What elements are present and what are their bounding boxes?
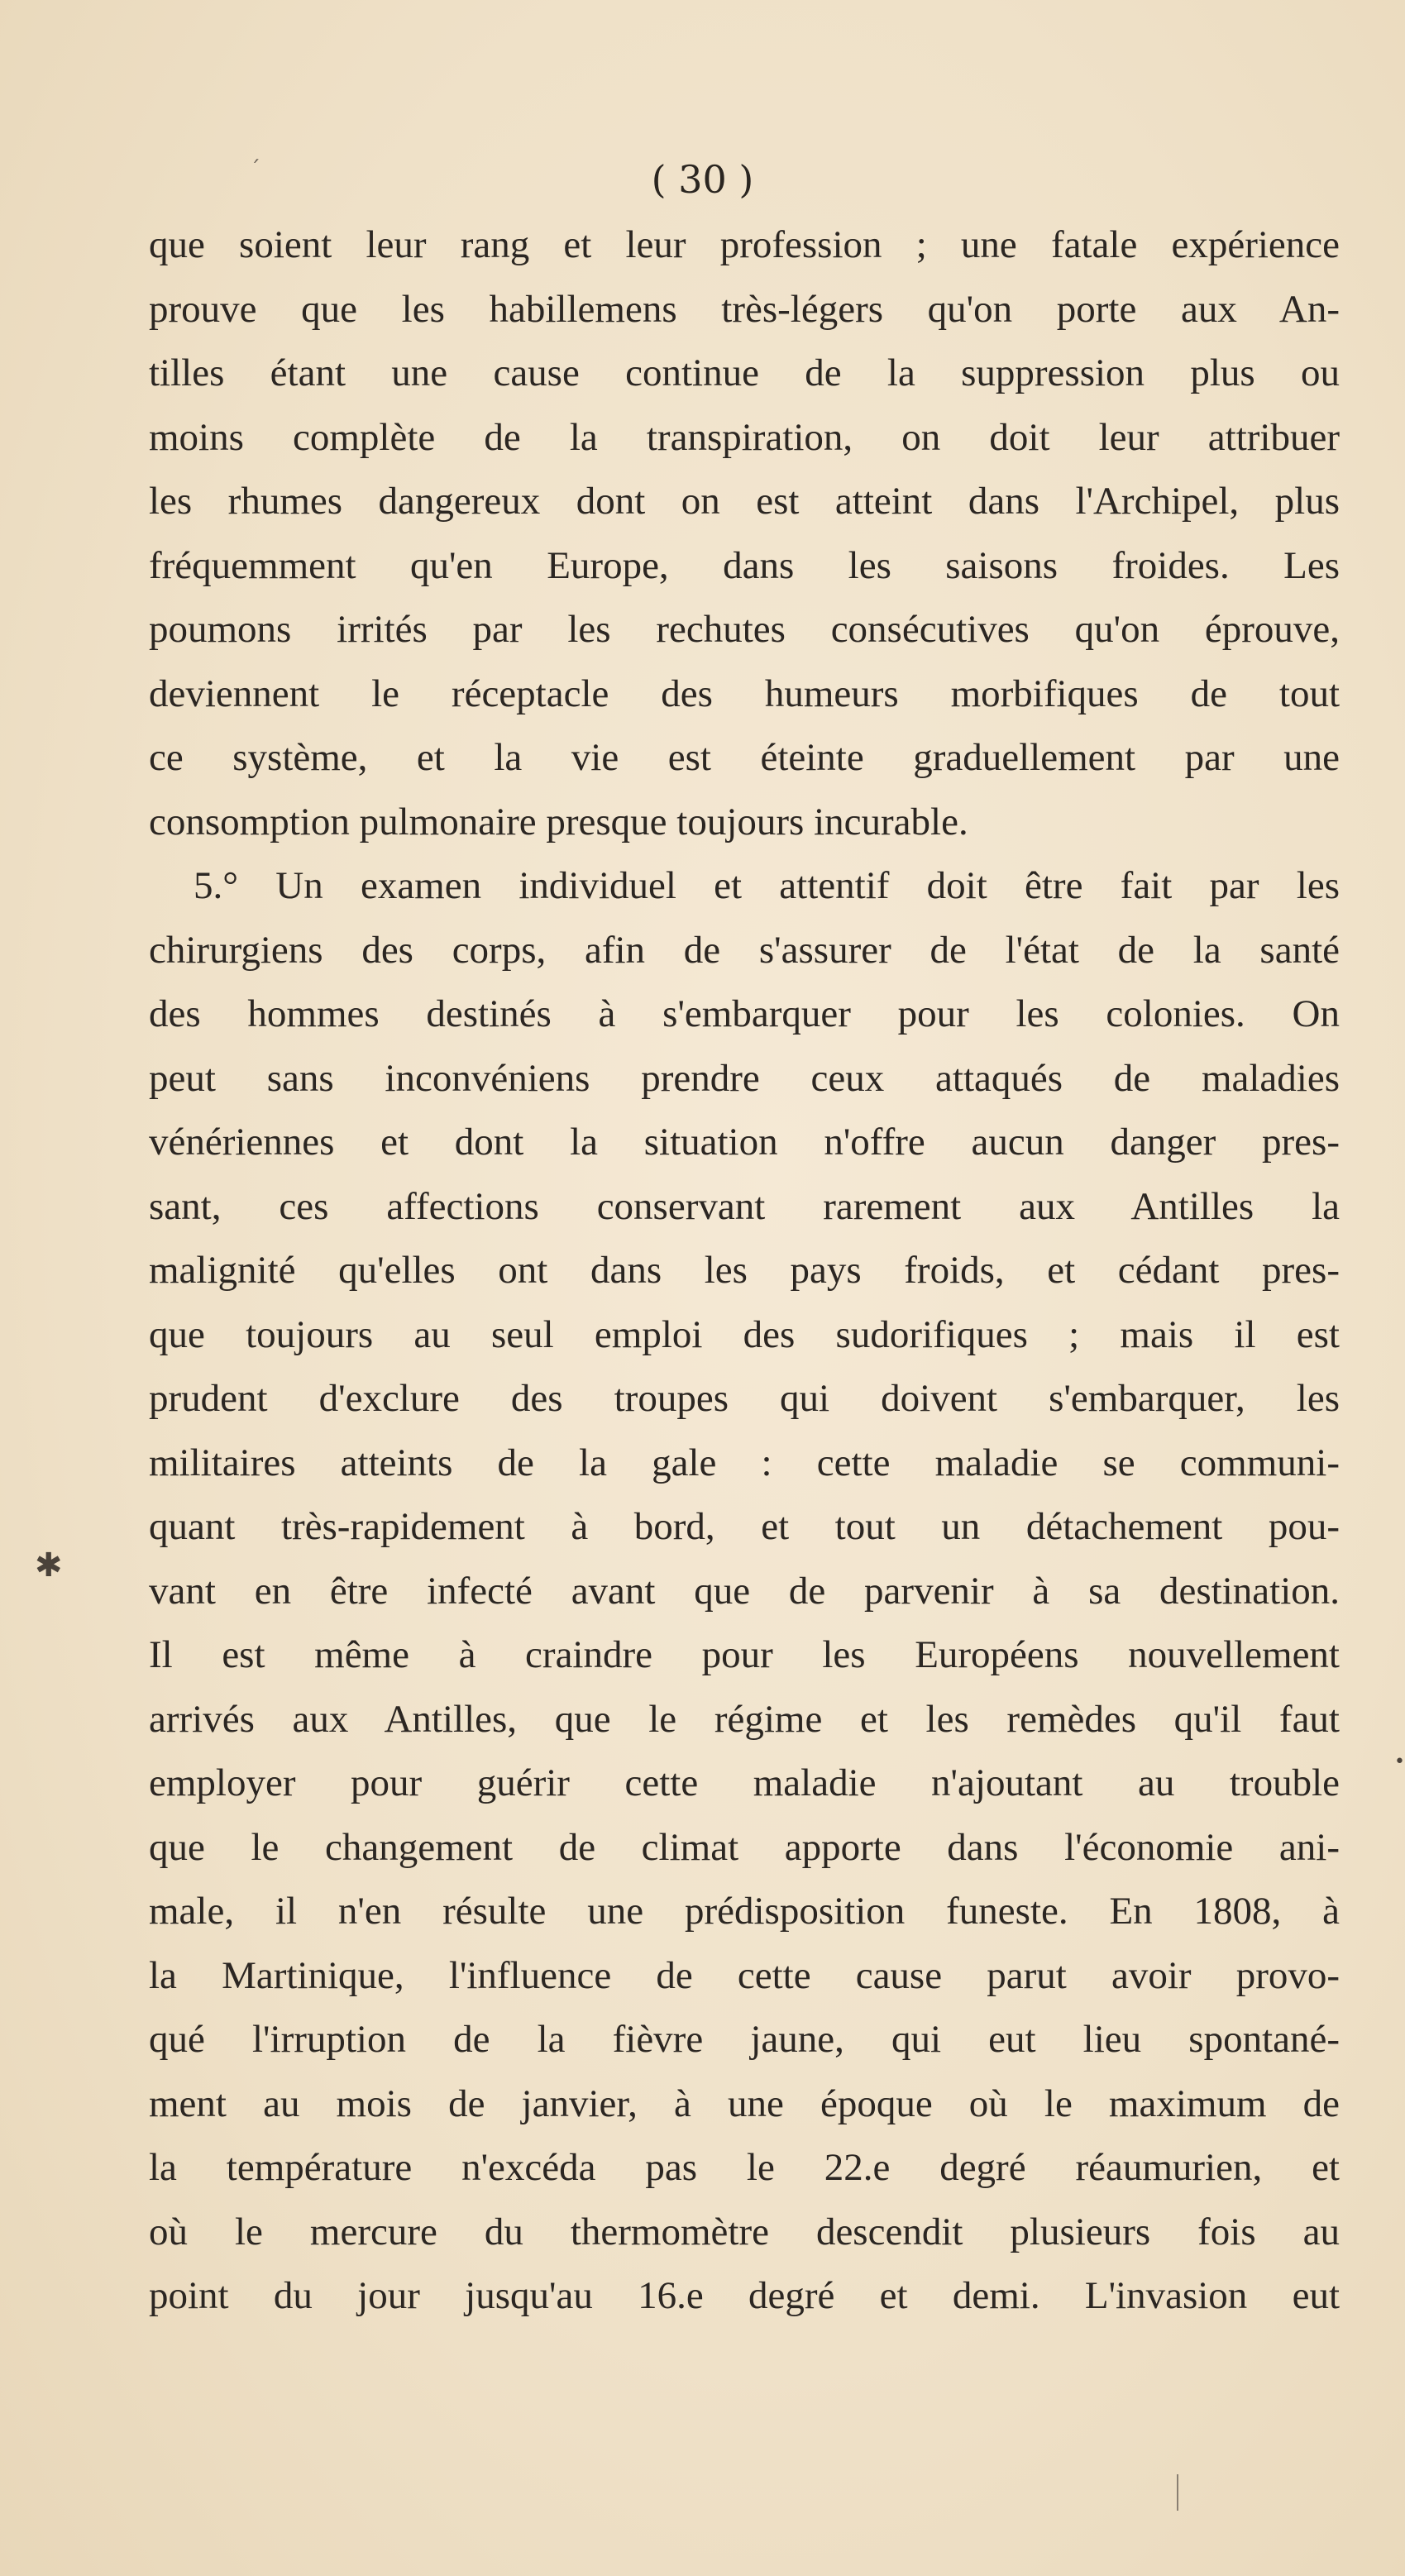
text-line: vénériennes et dont la situation n'offre aucun danger pres- — [149, 1121, 1340, 1164]
text-line: que le changement de climat apporte dans l'économie ani- — [149, 1825, 1340, 1869]
ink-speck: ✱ — [35, 1546, 63, 1584]
page-number: ( 30 ) — [651, 157, 754, 202]
text-line: male, il n'en résulte une prédisposition funeste. En 1808, à — [149, 1890, 1340, 1933]
text-line: deviennent le réceptacle des humeurs morbifiques de tout — [149, 671, 1340, 715]
paper-mark — [1177, 2474, 1178, 2511]
text-line: malignité qu'elles ont dans les pays froids, et cédant pres- — [149, 1249, 1340, 1292]
text-line: consomption pulmonaire presque toujours incurable. — [149, 800, 968, 844]
text-line: la Martinique, l'influence de cette cause parut avoir provo- — [149, 1953, 1340, 1997]
text-line: des hommes destinés à s'embarquer pour les colonies. On — [149, 992, 1340, 1035]
text-line: ment au mois de janvier, à une époque où le maximum de — [149, 2081, 1340, 2125]
text-line: quant très-rapidement à bord, et tout un détachement pou- — [149, 1505, 1340, 1548]
text-line: qué l'irruption de la fièvre jaune, qui eut lieu spontané- — [149, 2018, 1340, 2061]
text-line: sant, ces affections conservant rarement aux Antilles la — [149, 1184, 1340, 1228]
text-line: les rhumes dangereux dont on est atteint dans l'Archipel, plus — [149, 480, 1340, 523]
text-line: la température n'excéda pas le 22.e degré réaumurien, et — [149, 2146, 1340, 2189]
paragraph-start-line: 5.° Un examen individuel et attentif doit être fait par les — [194, 864, 1340, 907]
text-line: fréquemment qu'en Europe, dans les saisons froides. Les — [149, 543, 1340, 587]
text-line: prouve que les habillemens très-légers qu'on porte aux An- — [149, 287, 1340, 331]
body-text — [149, 213, 1340, 2329]
text-line: Il est même à craindre pour les Européens nouvellement — [149, 1633, 1340, 1676]
text-line: arrivés aux Antilles, que le régime et les remèdes qu'il faut — [149, 1697, 1340, 1741]
text-line: point du jour jusqu'au 16.e degré et demi. L'invasion eut — [149, 2274, 1340, 2317]
ink-speck: • — [1394, 1752, 1405, 1772]
text-line: où le mercure du thermomètre descendit plusieurs fois au — [149, 2210, 1340, 2253]
text-line: poumons irrités par les rechutes consécutives qu'on éprouve, — [149, 608, 1340, 651]
text-line: prudent d'exclure des troupes qui doivent s'embarquer, les — [149, 1377, 1340, 1420]
text-line: tilles étant une cause continue de la suppression plus ou — [149, 351, 1340, 394]
text-line: que toujours au seul emploi des sudorifiques ; mais il est — [149, 1312, 1340, 1356]
text-line: vant en être infecté avant que de parvenir à sa destination. — [149, 1569, 1340, 1613]
text-line: moins complète de la transpiration, on doit leur attribuer — [149, 415, 1340, 459]
text-line: militaires atteints de la gale : cette maladie se communi- — [149, 1441, 1340, 1484]
text-line: chirurgiens des corps, afin de s'assurer de l'état de la santé — [149, 928, 1340, 972]
text-line: employer pour guérir cette maladie n'ajoutant au trouble — [149, 1761, 1340, 1804]
ink-tick-mark: ˊ — [250, 157, 260, 182]
text-line: que soient leur rang et leur profession ; une fatale expérience — [149, 223, 1340, 266]
text-line: ce système, et la vie est éteinte graduellement par une — [149, 736, 1340, 779]
text-line: peut sans inconvéniens prendre ceux attaqués de maladies — [149, 1056, 1340, 1100]
